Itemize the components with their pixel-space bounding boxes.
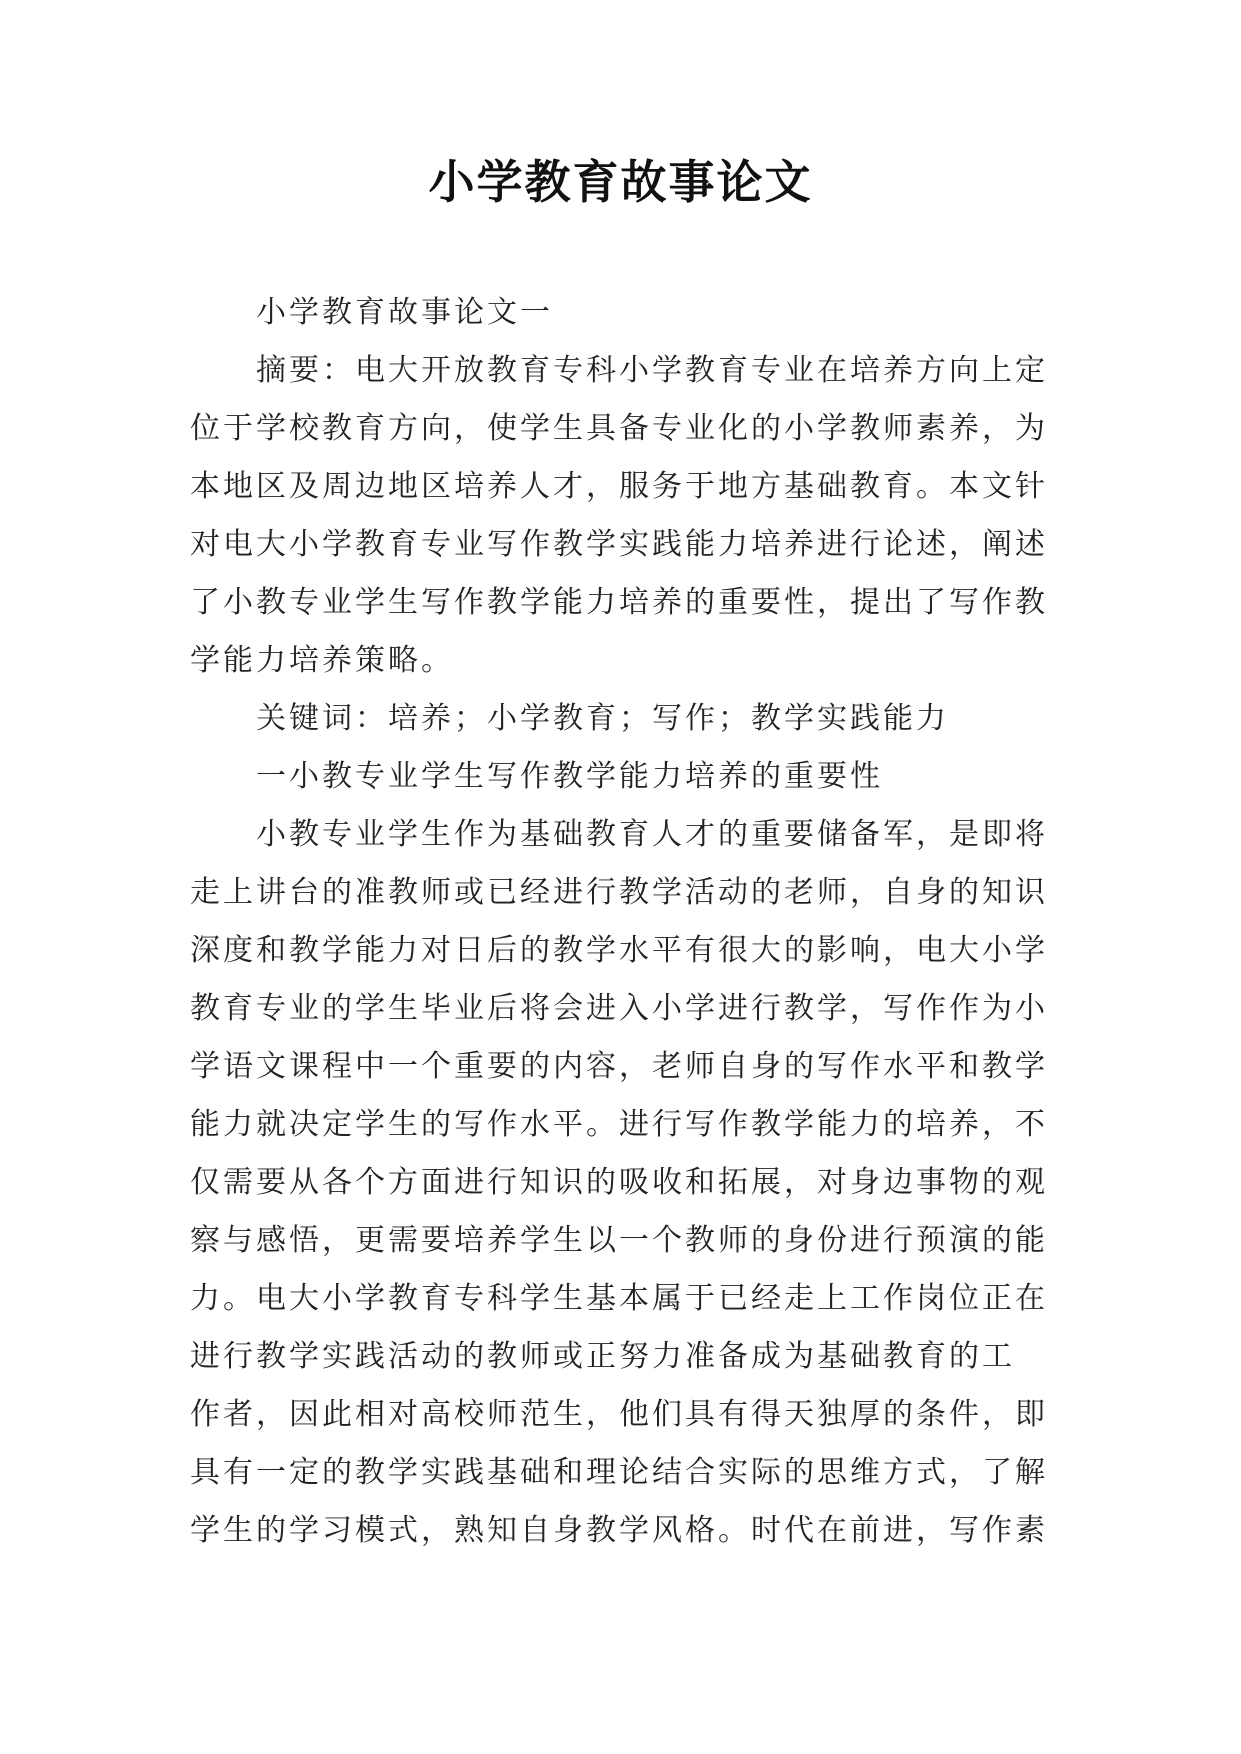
abstract-line: 学能力培养策略。	[190, 643, 454, 678]
abstract-line: 了小教专业学生写作教学能力培养的重要性，提出了写作教	[190, 585, 1048, 620]
paragraph-line: 察与感悟，更需要培养学生以一个教师的身份进行预演的能	[190, 1223, 1048, 1258]
paragraph-line: 仅需要从各个方面进行知识的吸收和拓展，对身边事物的观	[190, 1165, 1048, 1200]
paragraph-line: 力。电大小学教育专科学生基本属于已经走上工作岗位正在	[190, 1281, 1048, 1316]
abstract-line: 位于学校教育方向，使学生具备专业化的小学教师素养，为	[190, 411, 1048, 446]
abstract-line: 本地区及周边地区培养人才，服务于地方基础教育。本文针	[190, 469, 1048, 504]
abstract-line: 摘要：电大开放教育专科小学教育专业在培养方向上定	[256, 353, 1048, 388]
paragraph-line: 进行教学实践活动的教师或正努力准备成为基础教育的工	[190, 1339, 1015, 1374]
paragraph-line: 能力就决定学生的写作水平。进行写作教学能力的培养，不	[190, 1107, 1048, 1142]
keywords-line: 关键词：培养；小学教育；写作；教学实践能力	[256, 701, 949, 736]
paragraph-line: 作者，因此相对高校师范生，他们具有得天独厚的条件，即	[190, 1397, 1048, 1432]
paragraph-line: 学生的学习模式，熟知自身教学风格。时代在前进，写作素	[190, 1513, 1048, 1548]
paragraph-line: 走上讲台的准教师或已经进行教学活动的老师，自身的知识	[190, 875, 1048, 910]
section-heading: 小学教育故事论文一	[256, 295, 553, 330]
paragraph-line: 小教专业学生作为基础教育人才的重要储备军，是即将	[256, 817, 1048, 852]
document-title: 小学教育故事论文	[428, 155, 813, 209]
paragraph-line: 教育专业的学生毕业后将会进入小学进行教学，写作作为小	[190, 991, 1048, 1026]
paragraph-line: 学语文课程中一个重要的内容，老师自身的写作水平和教学	[190, 1049, 1048, 1084]
paragraph-line: 具有一定的教学实践基础和理论结合实际的思维方式，了解	[190, 1455, 1048, 1490]
paragraph-line: 深度和教学能力对日后的教学水平有很大的影响，电大小学	[190, 933, 1048, 968]
document-body	[190, 284, 1054, 1560]
abstract-line: 对电大小学教育专业写作教学实践能力培养进行论述，阐述	[190, 527, 1048, 562]
subsection-heading: 一小教专业学生写作教学能力培养的重要性	[256, 759, 883, 794]
